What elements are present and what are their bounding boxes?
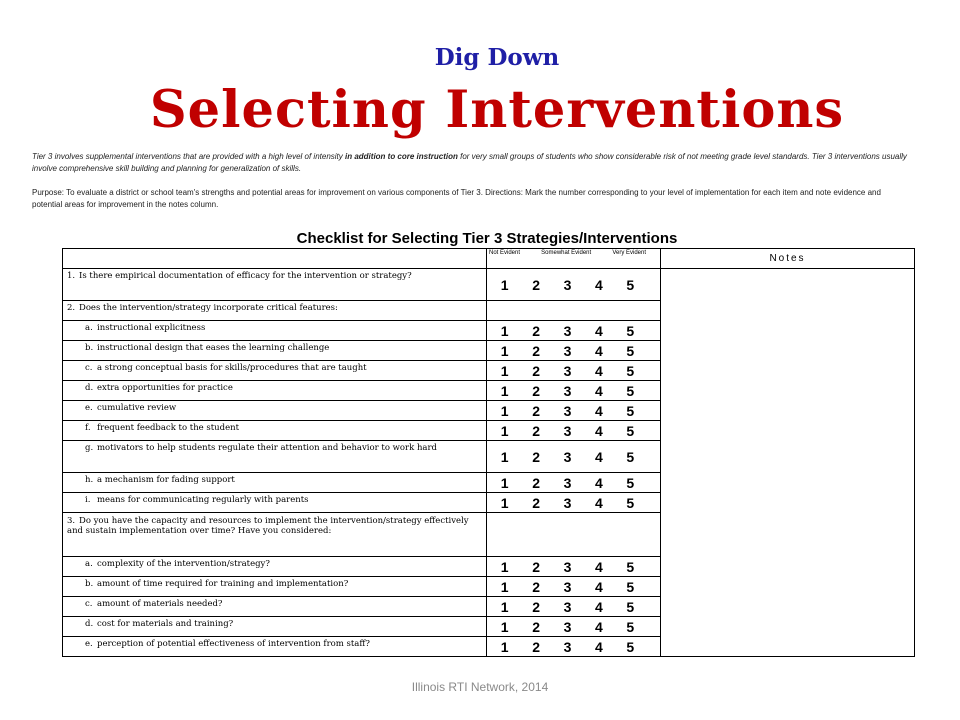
rating-label: Very Evident [612,250,646,256]
item-number: e. [85,639,93,649]
intro-emphasis: in addition to core instruction [345,152,458,161]
item-text: cumulative review [97,403,177,413]
item-number: c. [85,599,93,609]
rating-option[interactable]: 5 [626,448,635,465]
rating-option[interactable]: 2 [532,322,540,339]
checklist-item [63,577,487,597]
rating-option[interactable]: 3 [563,382,572,399]
rating-option[interactable]: 1 [500,422,509,439]
rating-option[interactable]: 1 [500,342,509,359]
checklist-item [63,341,487,361]
rating-option[interactable]: 2 [532,422,540,439]
rating-cell [487,401,661,421]
rating-option[interactable]: 3 [563,598,572,615]
rating-label: Not Evident [489,250,521,256]
checklist-item [63,381,487,401]
rating-option[interactable]: 5 [626,276,635,293]
rating-option[interactable]: 1 [500,382,509,399]
intro-purpose: Purpose: To evaluate a district or school team's strengths and potential areas for improvement on various components of Tier 3. Directions: Mark the number corresponding to your level of implementation for each item and note evidence and potential areas for improvement in the notes column. [32,188,881,209]
item-number: b. [85,579,94,589]
checklist-item [63,301,487,321]
item-number: e. [85,403,93,413]
item-number: 2. [67,303,76,313]
rating-option[interactable]: 4 [594,322,603,339]
intro-text [32,151,912,211]
checklist-item [63,361,487,381]
rating-option[interactable]: 4 [594,342,603,359]
item-text: Does the intervention/strategy incorporate critical features: [79,303,338,313]
checklist-item [63,421,487,441]
item-text: amount of time required for training and implementation? [97,579,349,589]
rating-option[interactable]: 2 [532,598,540,615]
item-text: cost for materials and training? [97,619,234,629]
rating-option[interactable]: 2 [532,558,540,575]
checklist-item [63,473,487,493]
item-text: means for communicating regularly with parents [97,495,309,505]
rating-option[interactable]: 4 [594,402,603,419]
rating-option[interactable]: 4 [594,638,603,655]
item-number: 3. [67,516,76,526]
rating-option[interactable]: 4 [594,276,603,293]
item-number: i. [85,495,91,505]
rating-label: Somewhat Evident [541,250,592,256]
slide-subtitle: Dig Down [434,44,560,71]
rating-cell [487,577,661,597]
intro-text-part-c: for very small groups of students who show considerable risk of not meeting grade level standards. Tier 3 interventions usually involve comprehensive skill building and planning for generalization of skills. [32,152,907,173]
item-text: a mechanism for fading support [97,475,235,485]
rating-option[interactable]: 2 [532,276,540,293]
rating-option[interactable]: 5 [626,362,635,379]
rating-cell [487,341,661,361]
rating-option[interactable]: 3 [563,276,572,293]
tier-label: Tier 3 [32,152,53,161]
rating-option[interactable]: 3 [563,474,572,491]
rating-option[interactable]: 2 [532,474,540,491]
rating-option[interactable]: 3 [563,322,572,339]
rating-option[interactable]: 1 [500,276,509,293]
rating-cell [487,441,661,473]
footer-credit: Illinois RTI Network, 2014 [411,680,549,694]
rating-option[interactable]: 3 [563,422,572,439]
checklist-item [63,401,487,421]
rating-option[interactable]: 2 [532,638,540,655]
item-number: 1. [67,271,76,281]
rating-option[interactable]: 2 [532,578,540,595]
rating-option[interactable]: 3 [563,558,572,575]
rating-option[interactable]: 4 [594,598,603,615]
rating-option[interactable]: 5 [626,342,635,359]
rating-option[interactable]: 1 [500,402,509,419]
checklist-header-row [63,249,915,269]
checklist-item [63,321,487,341]
rating-option[interactable]: 1 [500,598,509,615]
item-number: h. [85,475,94,485]
rating-option[interactable]: 3 [563,448,572,465]
rating-option[interactable]: 1 [500,638,509,655]
rating-option[interactable]: 4 [594,618,603,635]
rating-option[interactable]: 4 [594,494,603,511]
item-text: extra opportunities for practice [97,383,233,393]
rating-option[interactable]: 4 [594,558,603,575]
item-number: d. [85,383,94,393]
rating-option[interactable]: 2 [532,362,540,379]
slide-title: Selecting Interventions [149,80,845,140]
notes-column[interactable] [661,269,915,657]
rating-option[interactable]: 2 [532,494,540,511]
rating-option[interactable]: 5 [626,598,635,615]
rating-option[interactable]: 1 [500,494,509,511]
rating-cell [487,493,661,513]
intro-text-part-a: involves supplemental interventions that are provided with a high level of intensity [52,152,345,161]
rating-option[interactable]: 2 [532,448,540,465]
rating-option[interactable]: 5 [626,558,635,575]
rating-cell [487,361,661,381]
rating-option[interactable]: 2 [532,618,540,635]
rating-cell [487,269,661,301]
rating-cell [487,473,661,493]
rating-cell [487,301,661,321]
rating-option[interactable]: 3 [563,638,572,655]
rating-option[interactable]: 3 [563,494,572,511]
rating-option[interactable]: 5 [626,474,635,491]
rating-option[interactable]: 5 [626,422,635,439]
checklist-row [63,269,915,301]
item-header-cell [63,249,487,269]
item-text: instructional design that eases the learning challenge [97,343,330,353]
item-number: a. [85,323,93,333]
item-text: amount of materials needed? [97,599,223,609]
rating-option[interactable]: 3 [563,342,572,359]
rating-option[interactable]: 2 [532,402,540,419]
rating-option[interactable]: 4 [594,474,603,491]
rating-cell [487,557,661,577]
rating-option[interactable]: 4 [594,382,603,399]
rating-option[interactable]: 4 [594,448,603,465]
rating-header-cell [487,249,661,269]
checklist-item [63,513,487,557]
rating-option[interactable]: 4 [594,362,603,379]
rating-cell [487,617,661,637]
checklist-item [63,493,487,513]
rating-option[interactable]: 4 [594,578,603,595]
item-number: c. [85,363,93,373]
checklist-item [63,441,487,473]
rating-option[interactable]: 2 [532,342,540,359]
item-text: complexity of the intervention/strategy? [97,559,270,569]
item-text: Do you have the capacity and resources to implement the intervention/strategy effectively and sustain implementation over time? Have you considered: [67,516,469,536]
item-number: a. [85,559,93,569]
rating-option[interactable]: 4 [594,422,603,439]
item-text: frequent feedback to the student [97,423,240,433]
item-text: motivators to help students regulate their attention and behavior to work hard [97,443,437,453]
rating-option[interactable]: 5 [626,382,635,399]
item-number: d. [85,619,94,629]
checklist-item [63,557,487,577]
rating-option[interactable]: 1 [500,558,509,575]
rating-cell [487,381,661,401]
rating-cell [487,637,661,657]
item-number: b. [85,343,94,353]
rating-option[interactable]: 3 [563,362,572,379]
rating-option[interactable]: 5 [626,402,635,419]
rating-option[interactable]: 1 [500,448,509,465]
notes-header: Notes [661,249,915,269]
checklist-item [63,637,487,657]
item-text: perception of potential effectiveness of intervention from staff? [97,639,370,649]
rating-cell [487,513,661,557]
item-number: g. [85,443,94,453]
item-text: Is there empirical documentation of efficacy for the intervention or strategy? [79,271,412,281]
checklist-title: Checklist for Selecting Tier 3 Strategies/Interventions [296,230,678,247]
rating-option[interactable]: 3 [563,402,572,419]
rating-option[interactable]: 1 [500,362,509,379]
rating-option[interactable]: 5 [626,618,635,635]
checklist-item [63,617,487,637]
checklist-item [63,597,487,617]
intro-paragraph-tier3 [32,151,912,175]
rating-cell [487,321,661,341]
checklist-item [63,269,487,301]
rating-option[interactable]: 1 [500,578,509,595]
checklist-table [62,248,915,657]
rating-option[interactable]: 5 [626,638,635,655]
rating-option[interactable]: 3 [563,618,572,635]
rating-option[interactable]: 1 [500,322,509,339]
rating-cell [487,421,661,441]
rating-option[interactable]: 5 [626,322,635,339]
rating-option[interactable]: 3 [563,578,572,595]
rating-option[interactable]: 2 [532,382,540,399]
item-text: instructional explicitness [97,323,206,333]
rating-option[interactable]: 5 [626,578,635,595]
rating-option[interactable]: 5 [626,494,635,511]
rating-option[interactable]: 1 [500,618,509,635]
rating-option[interactable]: 1 [500,474,509,491]
rating-cell [487,597,661,617]
item-text: a strong conceptual basis for skills/procedures that are taught [97,363,367,373]
item-number: f. [85,423,91,433]
